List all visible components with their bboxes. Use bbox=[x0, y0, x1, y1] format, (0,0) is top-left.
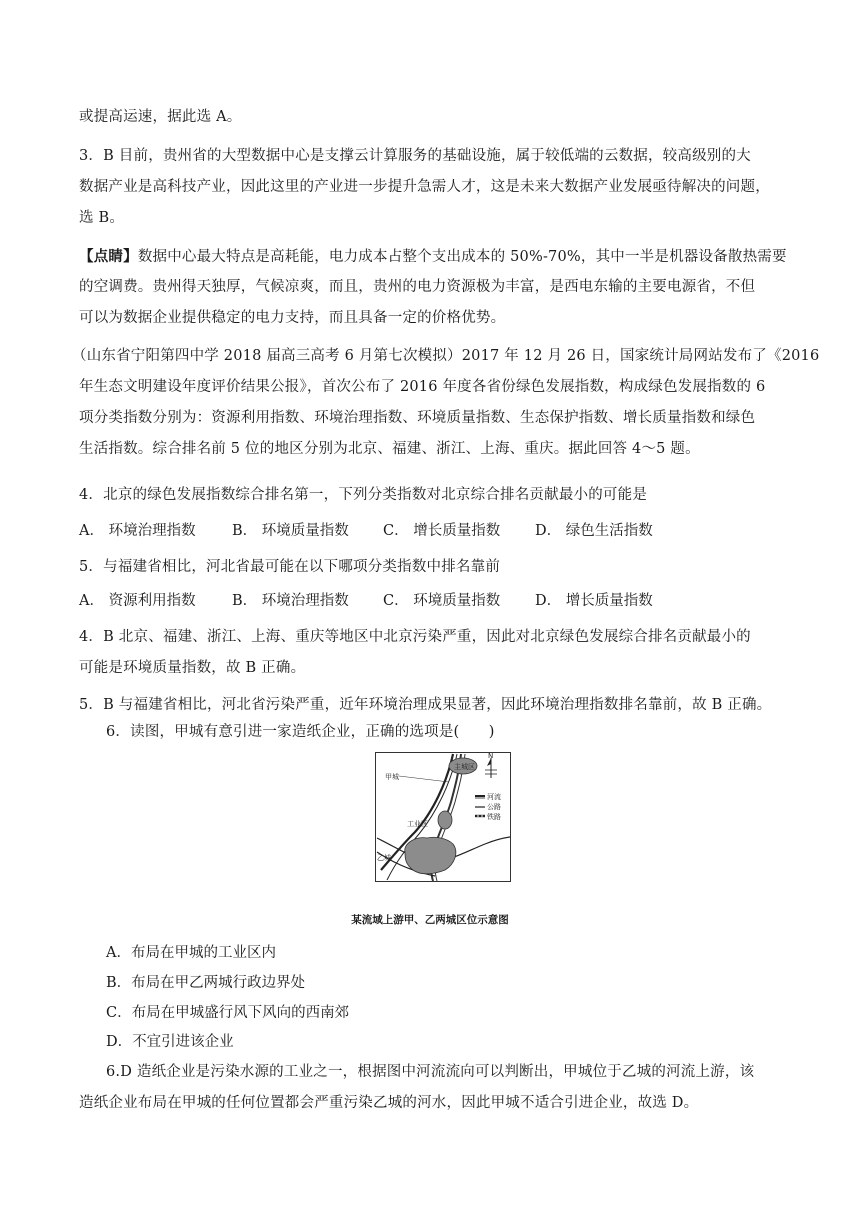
text-line: 可以为数据企业提供稳定的电力支持，而且具备一定的价格优势。 bbox=[79, 310, 506, 326]
q6-option-b: B．布局在甲乙两城行政边界处 bbox=[106, 975, 306, 991]
region-map-figure bbox=[375, 752, 511, 882]
legend-river-label: 河流 bbox=[487, 793, 501, 801]
text-line: 项分类指数分别为：资源利用指数、环境治理指数、环境质量指数、生态保护指数、增长质量指数和绿色 bbox=[79, 410, 756, 426]
text-line: 或提高运速，据此选 A。 bbox=[79, 109, 242, 125]
q5-option-d: D． 增长质量指数 bbox=[535, 593, 653, 609]
q5-option-c: C． 环境质量指数 bbox=[383, 593, 501, 609]
q4-option-b: B． 环境质量指数 bbox=[232, 523, 349, 539]
answer-4-line: 4．B 北京、福建、浙江、上海、重庆等地区中北京污染严重，因此对北京绿色发展综合排名贡献最小的 bbox=[79, 629, 751, 645]
text-line: 生活指数。综合排名前 5 位的地区分别为北京、福建、浙江、上海、重庆。据此回答 4～5 题。 bbox=[79, 441, 700, 457]
question-5: 5．与福建省相比，河北省最可能在以下哪项分类指数中排名靠前 bbox=[79, 559, 501, 575]
question-6: 6．读图，甲城有意引进一家造纸企业，正确的选项是( ) bbox=[106, 724, 495, 740]
q6-option-d: D．不宜引进该企业 bbox=[106, 1034, 234, 1050]
q5-option-b: B． 环境治理指数 bbox=[232, 593, 349, 609]
q6-option-a: A．布局在甲城的工业区内 bbox=[106, 945, 276, 961]
q4-option-d: D． 绿色生活指数 bbox=[535, 523, 653, 539]
figure-caption: 某流域上游甲、乙两城区位示意图 bbox=[351, 914, 509, 926]
jia-city-label: 甲城 bbox=[385, 773, 399, 781]
q4-option-c: C． 增长质量指数 bbox=[383, 523, 501, 539]
q5-option-a: A． 资源利用指数 bbox=[79, 593, 196, 609]
main-city-label: 主城区 bbox=[454, 763, 475, 771]
legend-road-label: 公路 bbox=[487, 803, 501, 811]
q4-option-a: A． 环境治理指数 bbox=[79, 523, 196, 539]
question-4: 4．北京的绿色发展指数综合排名第一，下列分类指数对北京综合排名贡献最小的可能是 bbox=[79, 487, 648, 503]
q6-option-c: C．布局在甲城盛行风下风向的西南郊 bbox=[106, 1005, 350, 1021]
commentary-text: 数据中心最大特点是高耗能，电力成本占整个支出成本的 50%-70%，其中一半是机器设备散热需要 bbox=[137, 249, 787, 265]
text-line: 可能是环境质量指数，故 B 正确。 bbox=[79, 660, 306, 676]
north-label: N bbox=[488, 752, 494, 760]
commentary-tag: 【点睛】 bbox=[79, 248, 138, 265]
text-line: 数据产业是高科技产业，因此这里的产业进一步提升急需人才，这是未来大数据产业发展亟待解决的问题， bbox=[79, 179, 770, 195]
yi-city-label: 乙城 bbox=[377, 854, 391, 862]
text-line: 的空调费。贵州得天独厚，气候凉爽，而且，贵州的电力资源极为丰富，是西电东输的主要电源省，不但 bbox=[79, 279, 756, 295]
industrial-zone-label: 工业区 bbox=[407, 820, 428, 828]
map-legend bbox=[475, 792, 501, 821]
text-line: 选 B。 bbox=[79, 210, 125, 226]
answer-5-line: 5．B 与福建省相比，河北省污染严重，近年环境治理成果显著，因此环境治理指数排名靠前，故 B 正确。 bbox=[79, 697, 772, 713]
legend-rail-label: 铁路 bbox=[487, 813, 501, 821]
commentary-line bbox=[79, 241, 787, 273]
text-line: 造纸企业布局在甲城的任何位置都会严重污染乙城的河水，因此甲城不适合引进企业，故选 D。 bbox=[79, 1095, 699, 1111]
answer-6-line: 6.D 造纸企业是污染水源的工业之一，根据图中河流流向可以判断出，甲城位于乙城的河流上游，该 bbox=[106, 1064, 755, 1080]
material-line: （山东省宁阳第四中学 2018 届高三高考 6 月第七次模拟）2017 年 12 月 26 日，国家统计局网站发布了《2016 bbox=[72, 348, 820, 364]
answer-3-line: 3．B 目前，贵州省的大型数据中心是支撑云计算服务的基础设施，属于较低端的云数据，较高级别的大 bbox=[79, 148, 751, 164]
text-line: 年生态文明建设年度评价结果公报》，首次公布了 2016 年度各省份绿色发展指数，构成绿色发展指数的 6 bbox=[79, 379, 766, 395]
